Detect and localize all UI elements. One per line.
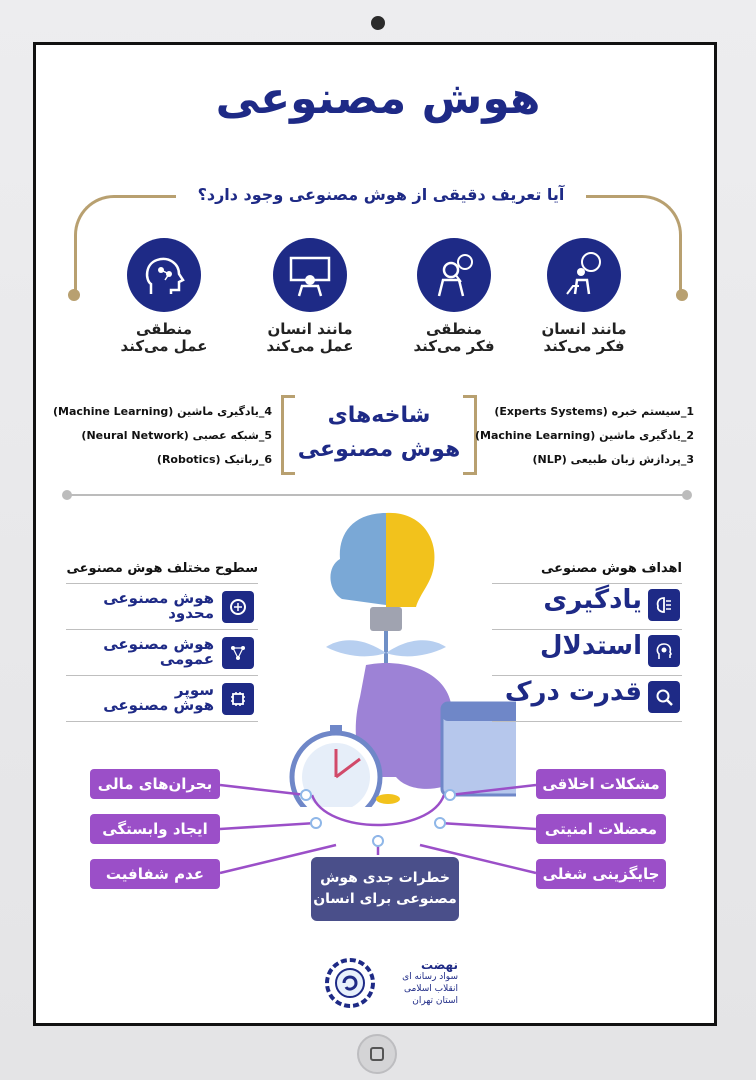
definition-label-3: مانند انسان عمل می‌کند	[266, 320, 354, 355]
goals-line-0	[492, 583, 682, 584]
page-title: هوش مصنوعی	[215, 73, 541, 124]
risks-center-box	[311, 857, 459, 921]
goals-line-3	[492, 721, 682, 722]
logic-brain-icon	[127, 238, 201, 312]
home-square-icon	[370, 1047, 384, 1061]
branch-item-2: 2_یادگیری ماشین (Machine Learning)	[475, 429, 694, 442]
level-row-2	[66, 633, 258, 673]
levels-line-2	[66, 675, 258, 676]
logo-line1: سواد رسانه ای	[402, 972, 458, 982]
network-brain-icon	[222, 637, 254, 669]
goal-item-3: قدرت درک	[504, 677, 642, 707]
risk-right-3: جایگزینی شغلی	[536, 859, 666, 889]
level-row-1	[66, 587, 258, 627]
brain-chip-icon	[648, 589, 680, 621]
risk-node-4	[434, 817, 446, 829]
brain-half-icon	[330, 513, 386, 605]
logo-line3: استان تهران	[412, 996, 458, 1006]
branch-item-4: 4_یادگیری ماشین (Machine Learning)	[53, 405, 272, 418]
level-3-line2: هوش مصنوعی	[103, 696, 214, 714]
branch-item-1: 1_سیستم خبره (Experts Systems)	[494, 405, 694, 418]
definition-label-4: منطقی عمل می‌کند	[120, 320, 208, 355]
bracket-dot-left	[68, 289, 80, 301]
logo-caption	[378, 959, 458, 1007]
head-bulb-icon	[648, 635, 680, 667]
risk-node-5	[372, 835, 384, 847]
magnifier-head-icon	[648, 681, 680, 713]
logo-name: نهضت	[421, 958, 458, 972]
section-divider	[66, 494, 690, 496]
level-3-line1: سوپر	[174, 681, 214, 699]
goals-line-2	[492, 675, 682, 676]
goal-item-2: استدلال	[539, 631, 642, 661]
branches-title: شاخه‌های هوش مصنوعی	[281, 395, 477, 475]
logic-thinking-icon	[417, 238, 491, 312]
leaf-right-icon	[386, 640, 446, 656]
levels-line-0	[66, 583, 258, 584]
bulb-base-icon	[370, 607, 402, 631]
level-row-3	[66, 679, 258, 719]
levels-heading: سطوح مختلف هوش مصنوعی	[66, 561, 258, 576]
risk-left-1: بحران‌های مالی	[90, 769, 220, 799]
risks-center-line2: مصنوعی برای انسان	[313, 891, 457, 907]
nehzat-logo-icon	[324, 957, 376, 1009]
super-ai-icon	[222, 683, 254, 715]
level-2-line2: عمومی	[159, 650, 214, 668]
branch-item-6: 6_رباتیک (Robotics)	[156, 453, 272, 466]
goals-heading: اهداف هوش مصنوعی	[540, 561, 682, 576]
leaf-left-icon	[326, 640, 386, 656]
risk-node-2	[310, 817, 322, 829]
divider-dot-left	[62, 490, 72, 500]
human-action-icon	[273, 238, 347, 312]
home-button[interactable]	[357, 1034, 397, 1074]
bracket-dot-right	[676, 289, 688, 301]
branch-item-5: 5_شبکه عصبی (Neural Network)	[81, 429, 272, 442]
thinking-person-icon	[547, 238, 621, 312]
definition-label-2: منطقی فکر می‌کند	[413, 320, 495, 355]
camera-dot	[371, 16, 385, 30]
goals-line-1	[492, 629, 682, 630]
level-1-line2: محدود	[168, 604, 214, 622]
risk-left-3: عدم شفافیت	[90, 859, 220, 889]
goal-item-1: یادگیری	[543, 585, 642, 615]
logo-line2: انقلاب اسلامی	[404, 984, 458, 994]
infographic-screen	[33, 42, 717, 1026]
risk-left-2: ایجاد وابستگی	[90, 814, 220, 844]
risks-center-line1: خطرات جدی هوش	[320, 870, 450, 886]
levels-line-1	[66, 629, 258, 630]
definition-question: آیا تعریف دقیقی از هوش مصنوعی وجود دارد؟	[176, 185, 586, 204]
risk-right-1: مشکلات اخلاقی	[536, 769, 666, 799]
level-2-line1: هوش مصنوعی	[103, 635, 214, 653]
levels-line-3	[66, 721, 258, 722]
risk-node-3	[444, 789, 456, 801]
risk-right-2: معضلات امنیتی	[536, 814, 666, 844]
definition-label-1: مانند انسان فکر می‌کند	[541, 320, 627, 355]
narrow-ai-icon	[222, 591, 254, 623]
divider-dot-right	[682, 490, 692, 500]
level-1-line1: هوش مصنوعی	[103, 589, 214, 607]
bulb-half-icon	[386, 513, 435, 607]
branch-item-3: 3_پردازش زبان طبیعی (NLP)	[532, 453, 694, 466]
risk-node-1	[300, 789, 312, 801]
